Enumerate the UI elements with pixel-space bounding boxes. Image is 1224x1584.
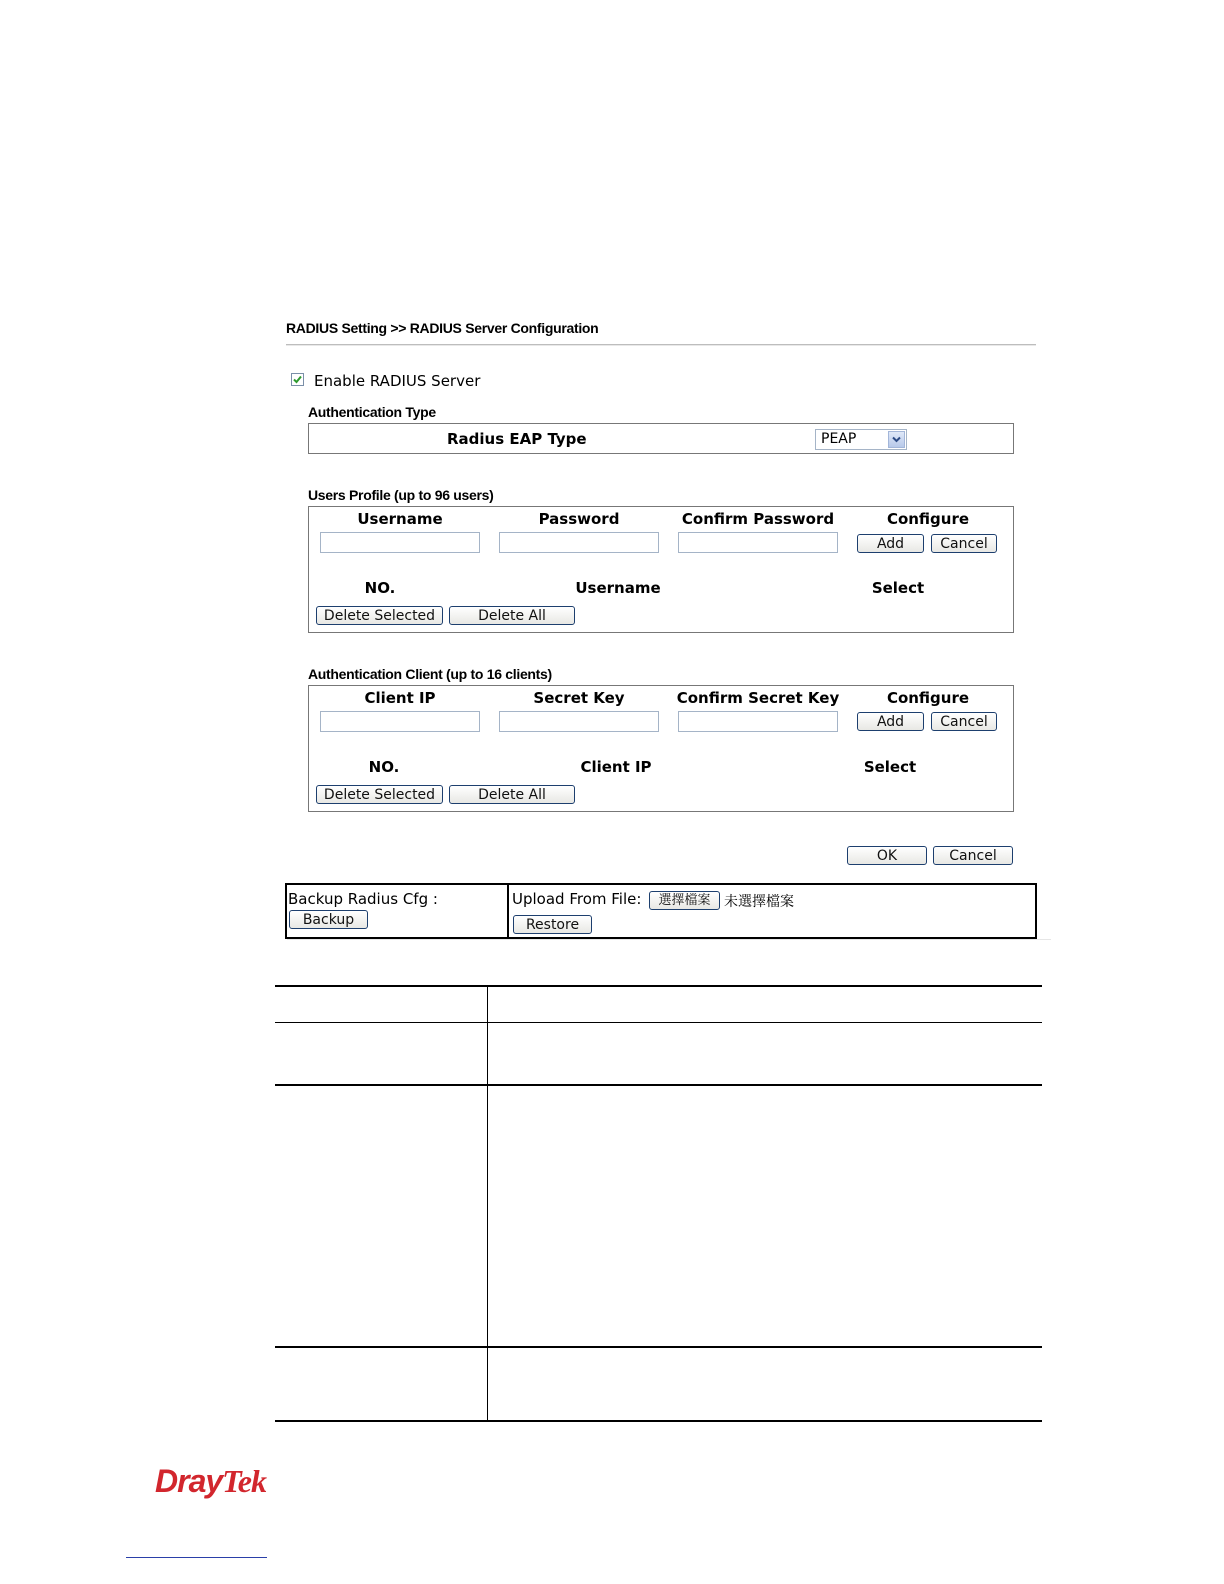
clients-list-select: Select xyxy=(863,758,917,776)
enable-radius-label: Enable RADIUS Server xyxy=(314,372,481,390)
users-delete-selected-button[interactable]: Delete Selected xyxy=(316,606,443,625)
enable-radius-checkbox[interactable] xyxy=(291,373,304,386)
draytek-logo xyxy=(155,1463,266,1500)
logo-dray: Dray xyxy=(155,1463,223,1499)
table-header-rule xyxy=(275,1022,1042,1023)
col-confirm-password: Confirm Password xyxy=(681,510,835,528)
table-top-rule xyxy=(275,985,1042,987)
col-client-ip: Client IP xyxy=(364,689,436,707)
clients-list-client-ip: Client IP xyxy=(580,758,652,776)
users-list-select: Select xyxy=(871,579,925,597)
clients-delete-selected-button[interactable]: Delete Selected xyxy=(316,785,443,804)
backup-button[interactable]: Backup xyxy=(289,910,368,929)
table-row-rule-1 xyxy=(275,1084,1042,1086)
col-confirm-secret-key: Confirm Secret Key xyxy=(676,689,840,707)
upload-label: Upload From File: xyxy=(512,890,642,908)
col-secret-key: Secret Key xyxy=(533,689,625,707)
users-delete-all-button[interactable]: Delete All xyxy=(449,606,575,625)
user-add-button[interactable]: Add xyxy=(857,534,924,553)
ok-button[interactable]: OK xyxy=(847,846,927,865)
table-row-rule-2 xyxy=(275,1346,1042,1348)
page-title: RADIUS Setting >> RADIUS Server Configuration xyxy=(286,320,599,336)
user-cancel-button[interactable]: Cancel xyxy=(931,534,997,553)
client-ip-input[interactable] xyxy=(320,711,480,732)
table-column-divider xyxy=(487,986,488,1421)
clients-delete-all-button[interactable]: Delete All xyxy=(449,785,575,804)
confirm-password-input[interactable] xyxy=(678,532,838,553)
users-profile-heading: Users Profile (up to 96 users) xyxy=(308,487,494,503)
client-add-button[interactable]: Add xyxy=(857,712,924,731)
col-username: Username xyxy=(357,510,443,528)
auth-client-heading: Authentication Client (up to 16 clients) xyxy=(308,666,552,682)
backup-divider xyxy=(507,883,509,939)
eap-type-label: Radius EAP Type xyxy=(447,430,587,448)
title-divider xyxy=(286,344,1036,346)
col-client-configure: Configure xyxy=(886,689,970,707)
cancel-button[interactable]: Cancel xyxy=(933,846,1013,865)
users-list-username: Username xyxy=(575,579,661,597)
users-list-no: NO. xyxy=(364,579,396,597)
col-configure: Configure xyxy=(886,510,970,528)
no-file-text: 未選擇檔案 xyxy=(724,894,794,910)
footer-underline xyxy=(126,1557,267,1558)
backup-cfg-label: Backup Radius Cfg : xyxy=(288,890,438,908)
table-bottom-rule xyxy=(275,1420,1042,1422)
confirm-secret-key-input[interactable] xyxy=(678,711,838,732)
secret-key-input[interactable] xyxy=(499,711,659,732)
eap-type-value: PEAP xyxy=(821,431,857,447)
password-input[interactable] xyxy=(499,532,659,553)
checkmark-icon xyxy=(292,374,303,385)
eap-type-select[interactable] xyxy=(815,429,907,450)
client-cancel-button[interactable]: Cancel xyxy=(931,712,997,731)
col-password: Password xyxy=(538,510,620,528)
chevron-down-icon[interactable] xyxy=(888,431,905,448)
auth-type-heading: Authentication Type xyxy=(308,404,436,420)
backup-shadow xyxy=(287,939,1051,940)
restore-button[interactable]: Restore xyxy=(513,915,592,934)
username-input[interactable] xyxy=(320,532,480,553)
choose-file-button[interactable]: 選擇檔案 xyxy=(649,891,720,910)
logo-tek: Tek xyxy=(222,1463,266,1499)
auth-type-box xyxy=(308,423,1014,454)
clients-list-no: NO. xyxy=(368,758,400,776)
